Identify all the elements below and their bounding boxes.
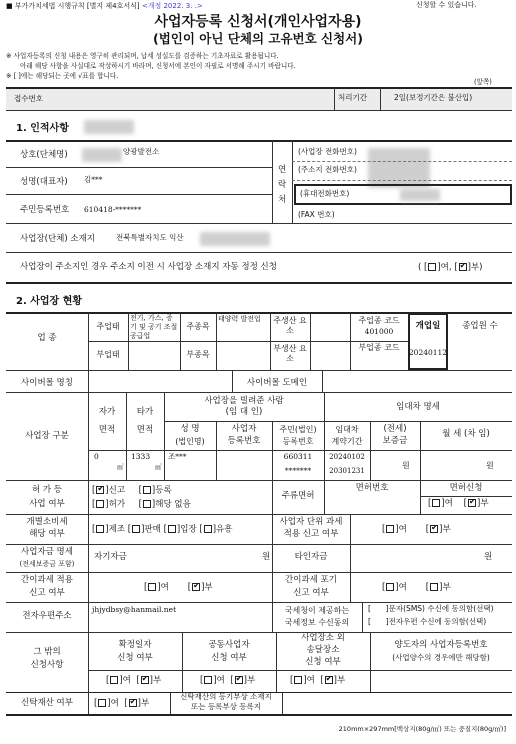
confirm-date-yes-checkbox[interactable] <box>110 676 118 684</box>
lease-header: 임대차 명세 <box>396 402 440 412</box>
open-date-value[interactable]: 20240112 <box>408 348 448 357</box>
unit-tax-yes-checkbox[interactable] <box>386 525 394 533</box>
consent-label-1: 국세청이 제공하는 <box>284 606 350 615</box>
entertainment-checkbox[interactable] <box>204 525 212 533</box>
form-reference: ■ 부가가치세법 시행규칙 [별지 제4호서식] <개정 2022. 3. .> <box>6 2 203 10</box>
paper-spec: 210mm×297mm[백상지(80g/㎡) 또는 중질지(80g/㎡)] <box>338 725 506 733</box>
trust-registry-label-1: 신탁재산의 등기부상 소재지 <box>180 692 272 701</box>
lease-from-value[interactable]: 20240102 <box>329 453 365 461</box>
business-name-value[interactable]: 양광발전소 <box>123 147 160 156</box>
industry-label: 업 종 <box>37 333 57 343</box>
lessor-name-label: 성 명 <box>180 424 200 434</box>
main-product-label: 주생산 요소 <box>273 316 307 335</box>
delivery-yes-checkbox[interactable] <box>294 676 302 684</box>
funds-label-1: 사업자금 명세 <box>21 547 73 557</box>
simplified-yes-checkbox[interactable] <box>148 583 156 591</box>
email-consent-checkbox[interactable] <box>377 618 385 626</box>
own-funds-unit: 원 <box>262 552 271 562</box>
instruction-note-3: ※ [ ]에는 해당되는 곳에 √표를 합니다. <box>6 72 119 80</box>
contact-label-1: 연 <box>278 165 287 175</box>
revision-date: <개정 2022. 3. .> <box>141 2 203 10</box>
trust-label: 신탁재산 여부 <box>21 698 73 708</box>
confirm-date-label-1: 확정일자 <box>118 640 152 650</box>
waive-label-2: 신고 여부 <box>293 588 329 598</box>
processing-period-value: 2일(보정기간은 불산입) <box>394 93 473 102</box>
lessor-name-value[interactable]: 조*** <box>168 452 187 461</box>
instruction-note-2: 아래 해당 사항을 사실대로 작성하시기 바라며, 신청서에 본인이 자필로 서명해 주시기 바랍니다. <box>20 62 296 70</box>
rent-label: 타가 <box>136 407 154 417</box>
header-notice: 신청할 수 있습니다. <box>416 1 477 9</box>
joint-options: [ ]여 [✔ ]부 <box>200 676 255 686</box>
page-side-label: (앞쪽) <box>474 78 492 86</box>
own-area-value[interactable]: 0 <box>94 452 99 461</box>
excise-label-1: 개별소비세 <box>26 517 68 527</box>
lessor-reg-label: 사업자 <box>231 424 257 434</box>
delivery-label-2: 송달장소 <box>306 645 340 655</box>
receipt-number-label: 접수번호 <box>14 94 43 103</box>
rent-area-label: 면적 <box>136 425 154 435</box>
joint-no-checkbox[interactable] <box>235 676 243 684</box>
main-code-value[interactable]: 401000 <box>364 327 394 336</box>
not-applicable-checkbox[interactable] <box>143 500 151 508</box>
delivery-no-checkbox[interactable] <box>325 676 333 684</box>
cyber-mall-domain-label: 사이버몰 도메인 <box>246 378 308 388</box>
auto-correct-options: ( [ ]여, [✔ ]부) <box>418 263 483 273</box>
monthly-unit: 원 <box>486 461 494 470</box>
other-funds-label: 타인자금 <box>294 552 328 562</box>
auto-correct-yes-checkbox[interactable] <box>428 263 436 271</box>
waive-no-checkbox[interactable] <box>430 583 438 591</box>
contact-label-3: 처 <box>278 195 287 205</box>
section-personal-title: 1. 인적사항 <box>16 123 69 134</box>
email-consent-option: [ ]전자우편 수신에 동의함(선택) <box>368 617 487 626</box>
simplified-no-checkbox[interactable] <box>192 583 200 591</box>
own-area-label: 면적 <box>98 425 116 435</box>
simplified-label-1: 간이과세 적용 <box>21 575 73 585</box>
lessor-reg-sublabel: 등록번호 <box>227 436 261 446</box>
report-checkbox[interactable] <box>96 486 104 494</box>
delivery-label-1: 사업장소 외 <box>301 633 345 643</box>
rent-area-unit: ㎡ <box>155 463 162 471</box>
joint-label-1: 공동사업자 <box>208 640 250 650</box>
license-apply-options: [ ]여 [✔ ]부 <box>428 499 489 509</box>
contact-label-2: 락 <box>278 180 287 190</box>
representative-value[interactable]: 김*** <box>84 175 103 184</box>
other-funds-unit: 원 <box>484 552 493 562</box>
own-area-unit: ㎡ <box>117 463 124 471</box>
license-number-label: 면허번호 <box>355 483 389 493</box>
lessor-rrn-sublabel: 등록번호 <box>282 437 314 446</box>
resident-number-value[interactable]: 610418-******* <box>84 205 142 214</box>
permit-checkbox[interactable] <box>96 500 104 508</box>
sub-item-label: 부종목 <box>186 350 210 359</box>
lessor-subheader: (임 대 인) <box>225 407 263 417</box>
confirm-date-label-2: 신청 여부 <box>117 653 153 663</box>
representative-label: 성명(대표자) <box>20 177 68 187</box>
resident-number-label: 주민등록번호 <box>20 205 70 215</box>
consent-label-2: 국세정보 수신동의 <box>284 618 350 627</box>
unit-tax-no-checkbox[interactable] <box>430 525 438 533</box>
trust-no-checkbox[interactable] <box>129 699 137 707</box>
open-date-label: 개업일 <box>415 321 441 331</box>
trust-yes-checkbox[interactable] <box>98 699 106 707</box>
excise-options: [ ]제조 [ ]판매 [ ]입장 [ ]유흥 <box>92 524 233 535</box>
liquor-license-label: 주류면허 <box>281 491 315 501</box>
funds-label-2: (전세보증금 포함) <box>19 560 75 568</box>
main-type-value[interactable]: 전기, 가스, 증기 및 공기 조절 공급업 <box>130 314 178 340</box>
sale-checkbox[interactable] <box>132 525 140 533</box>
lease-period-sublabel: 계약기간 <box>331 437 363 446</box>
waive-options: [ ]여 [ ]부 <box>382 582 451 593</box>
deposit-unit: 원 <box>402 461 410 470</box>
business-phone-label: (사업장 전화번호) <box>298 147 357 156</box>
unit-tax-label-1: 사업자 단위 과세 <box>279 517 343 527</box>
sub-code-label: 부업종 코드 <box>358 343 400 352</box>
lessor-name-sublabel: (법인명) <box>175 437 205 446</box>
transferor-label-1: 양도자의 사업자등록번호 <box>394 640 488 650</box>
joint-label-2: 신청 여부 <box>211 653 247 663</box>
employees-label: 종업원 수 <box>462 321 498 331</box>
excise-label-2: 해당 여부 <box>29 529 65 539</box>
delivery-label-3: 신청 여부 <box>305 657 341 667</box>
processing-period-label: 처리기간 <box>338 93 367 102</box>
own-label: 자가 <box>98 407 116 417</box>
sms-consent-option: [ ]문자(SMS) 수신에 동의함(선택) <box>368 604 494 613</box>
sub-product-label: 부생산 요소 <box>273 344 307 363</box>
home-phone-label: (주소지 전화번호) <box>298 165 357 174</box>
mobile-phone-label: (휴대전화번호) <box>300 189 350 198</box>
register-checkbox[interactable] <box>143 486 151 494</box>
main-item-value[interactable]: 태양력 발전업 <box>218 315 261 323</box>
confirm-date-options: [ ]여 [✔ ]부 <box>106 676 161 686</box>
license-apply-no-checkbox[interactable] <box>468 499 476 507</box>
fax-label: (FAX 번호) <box>298 210 335 219</box>
manufacture-checkbox[interactable] <box>96 525 104 533</box>
main-code-label: 주업종 코드 <box>358 316 400 325</box>
email-label: 전자우편주소 <box>22 611 72 621</box>
lease-to-value[interactable]: 20301231 <box>329 467 365 475</box>
simplified-label-2: 신고 여부 <box>29 588 65 598</box>
sms-consent-checkbox[interactable] <box>377 605 385 613</box>
delivery-options: [ ]여 [✔ ]부 <box>290 676 345 686</box>
main-item-label: 주종목 <box>186 322 210 331</box>
entry-checkbox[interactable] <box>168 525 176 533</box>
deposit-label: (전세) <box>383 424 407 434</box>
own-funds-label: 자기자금 <box>94 552 127 562</box>
form-title: 사업자등록 신청서(개인사업자용) <box>154 14 362 30</box>
waive-yes-checkbox[interactable] <box>386 583 394 591</box>
unit-tax-label-2: 적용 신고 여부 <box>283 529 339 539</box>
permit-option-row-2: [ ]허가 [ ]해당 없음 <box>92 499 191 510</box>
lease-period-label: 임대차 <box>335 425 359 434</box>
premises-label: 사업장 구분 <box>25 431 69 441</box>
address-label: 사업장(단체) 소재지 <box>20 234 96 244</box>
confirm-date-no-checkbox[interactable] <box>141 676 149 684</box>
form-subtitle: (법인이 아닌 단체의 고유번호 신청서) <box>153 31 363 46</box>
main-type-label: 주업태 <box>96 322 120 331</box>
business-name-label: 상호(단체명) <box>20 150 68 160</box>
instruction-note-1: ※ 사업자등록의 신청 내용은 영구히 관리되며, 납세 성실도를 검증하는 기초자료로 활용됩니다. <box>6 52 279 60</box>
permit-label-1: 허 가 등 <box>31 485 63 495</box>
lessor-rrn-value-2[interactable]: ******* <box>284 466 312 475</box>
monthly-rent-label: 월 세 (차 임) <box>442 429 490 439</box>
lessor-rrn-label: 주민(법인) <box>279 425 317 434</box>
auto-correct-no-checkbox[interactable] <box>459 263 467 271</box>
simplified-options: [ ]여 [✔ ]부 <box>144 583 213 593</box>
transferor-label-2: (사업양수의 경우에만 해당함) <box>392 653 490 662</box>
permit-label-2: 사업 여부 <box>29 499 65 509</box>
permit-option-row-1: [✔ ]신고 [ ]등록 <box>92 486 172 496</box>
unit-tax-options: [ ]여 [✔ ]부 <box>382 525 451 535</box>
license-apply-yes-checkbox[interactable] <box>432 499 440 507</box>
license-apply-label: 면허신청 <box>449 483 483 493</box>
other-label-1: 그 밖의 <box>33 647 61 657</box>
cyber-mall-name-label: 사이버몰 명칭 <box>21 378 73 388</box>
lessor-header: 사업장을 빌려준 사람 <box>204 396 284 406</box>
other-label-2: 신청사항 <box>30 660 64 670</box>
email-value[interactable]: jhjydbsy@hanmail.net <box>92 605 177 614</box>
rent-area-value[interactable]: 1333 <box>131 452 151 461</box>
auto-correct-text: 사업장이 주소지인 경우 주소지 이전 시 사업장 소재지 자동 정정 신청 <box>20 262 277 272</box>
sub-type-label: 부업태 <box>96 350 120 359</box>
lessor-rrn-value-1[interactable]: 660311 <box>283 452 313 461</box>
deposit-sublabel: 보증금 <box>382 436 408 446</box>
joint-yes-checkbox[interactable] <box>204 676 212 684</box>
trust-options: [ ]여 [✔ ]부 <box>94 699 149 709</box>
section-business-title: 2. 사업장 현황 <box>16 296 83 307</box>
trust-registry-label-2: 또는 등록부상 등록지 <box>191 702 261 711</box>
waive-label-1: 간이과세 포기 <box>285 575 337 585</box>
address-value[interactable]: 전북특별자치도 익산 <box>116 233 184 242</box>
